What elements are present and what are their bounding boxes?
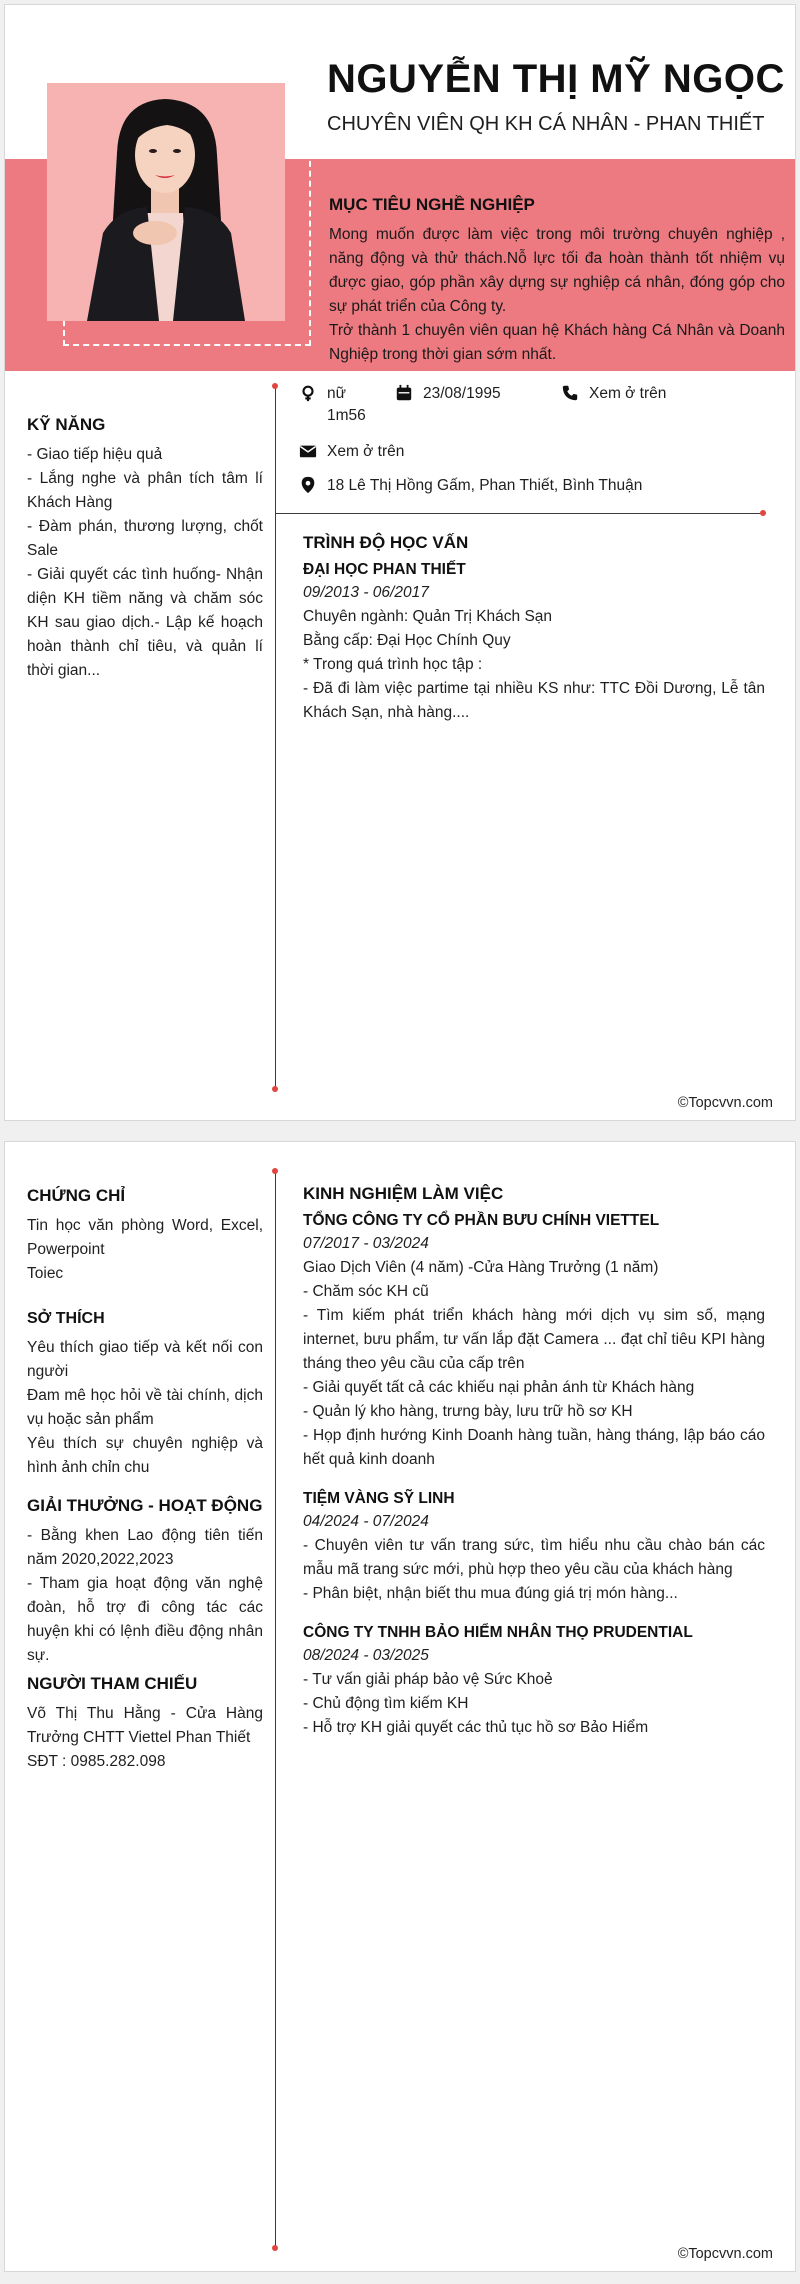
hobbies-title: SỞ THÍCH: [27, 1310, 105, 1327]
skills-title: KỸ NĂNG: [27, 415, 106, 434]
job-line: - Chuyên viên tư vấn trang sức, tìm hiểu nhu cầu chào bán các mẫu mã trang sức mới, phù hợp theo yêu cầu của khách hàng: [303, 1537, 765, 1578]
company-name: TIỆM VÀNG SỸ LINH: [303, 1490, 455, 1507]
job-line: - Chủ động tìm kiếm KH: [303, 1695, 469, 1712]
divider-dot-top: [272, 383, 278, 389]
email-info: [299, 441, 599, 463]
job-period: 04/2024 - 07/2024: [303, 1513, 429, 1530]
footer-watermark: ©Topcvvn.com: [677, 1095, 773, 1111]
phone-value: Xem ở trên: [589, 385, 667, 402]
awards-section: [27, 1496, 263, 1668]
award-item: - Bằng khen Lao động tiên tiến năm 2020,2022,2023: [27, 1527, 263, 1568]
awards-title: GIẢI THƯỞNG - HOẠT ĐỘNG: [27, 1496, 263, 1515]
skill-item: - Giao tiếp hiệu quả: [27, 446, 163, 463]
job-line: - Tư vấn giải pháp bảo vệ Sức Khoẻ: [303, 1671, 553, 1688]
cv-page-2: [4, 1141, 796, 2272]
education-line: Bằng cấp: Đại Học Chính Quy: [303, 632, 511, 649]
education-line: * Trong quá trình học tập :: [303, 656, 483, 673]
job-period: 07/2017 - 03/2024: [303, 1235, 429, 1252]
email-icon: [299, 442, 317, 460]
skill-item: - Giải quyết các tình huống- Nhận diện KH tiềm năng và chăm sóc KH sau giao dịch.- Lập kế hoạch hoàn thành chỉ tiêu, và quản lí thời gian...: [27, 566, 263, 679]
award-item: - Tham gia hoạt động văn nghệ đoàn, hỗ trợ đi công tác các huyện khi có lệnh điều động nhân sự.: [27, 1575, 263, 1664]
job-line: - Giải quyết tất cả các khiếu nại phản ánh từ Khách hàng: [303, 1379, 695, 1396]
job-entry: [303, 1212, 765, 1472]
job-line: - Tìm kiếm phát triển khách hàng mới dịch vụ sim số, mạng internet, bưu phẩm, tư vấn lắp đặt Camera ... đạt chỉ tiêu KPI hàng tháng theo yêu cầu của cấp trên: [303, 1307, 765, 1372]
education-line: Chuyên ngành: Quản Trị Khách Sạn: [303, 608, 553, 625]
job-line: - Họp định hướng Kinh Doanh hàng tuần, hàng tháng, lập báo cáo hết quả kinh doanh: [303, 1427, 765, 1468]
candidate-position: CHUYÊN VIÊN QH KH CÁ NHÂN - PHAN THIẾT: [327, 113, 765, 135]
job-line: - Hỗ trợ KH giải quyết các thủ tục hồ sơ Bảo Hiểm: [303, 1719, 649, 1736]
hobbies-section: [27, 1310, 263, 1480]
certificates-section: [27, 1186, 263, 1286]
certificate-item: Tin học văn phòng Word, Excel, Powerpoint: [27, 1217, 263, 1258]
objective-goal: Trở thành 1 chuyên viên quan hệ Khách hàng Cá Nhân và Doanh Nghiệp trong thời gian sớm nhất.: [329, 322, 785, 363]
job-period: 08/2024 - 03/2025: [303, 1647, 429, 1664]
job-line: - Phân biệt, nhận biết thu mua đúng giá trị món hàng...: [303, 1585, 678, 1602]
dob-info: [395, 383, 545, 405]
job-line: - Quản lý kho hàng, trưng bày, lưu trữ hồ sơ KH: [303, 1403, 633, 1420]
education-line: - Đã đi làm việc partime tại nhiều KS như: TTC Đồi Dương, Lễ tân Khách Sạn, nhà hàng....: [303, 680, 765, 721]
phone-icon: [561, 384, 579, 402]
reference-item: Võ Thị Thu Hằng - Cửa Hàng Trưởng CHTT Viettel Phan Thiết: [27, 1705, 263, 1746]
experience-section: [303, 1184, 765, 1758]
job-line: Giao Dịch Viên (4 năm) -Cửa Hàng Trưởng (1 năm): [303, 1259, 659, 1276]
job-line: - Chăm sóc KH cũ: [303, 1283, 429, 1300]
skills-section: [27, 415, 263, 683]
divider-dot-right: [760, 510, 766, 516]
skill-item: - Đàm phán, thương lượng, chốt Sale: [27, 518, 263, 559]
address-info: [299, 475, 739, 497]
divider-dot-bottom: [272, 2245, 278, 2251]
hobby-item: Đam mê học hỏi về tài chính, dịch vụ hoặc sản phẩm: [27, 1387, 263, 1428]
company-name: CÔNG TY TNHH BẢO HIỂM NHÂN THỌ PRUDENTIAL: [303, 1624, 693, 1641]
divider-dot-top: [272, 1168, 278, 1174]
gender-value: nữ: [327, 385, 346, 402]
cv-page-1: [4, 4, 796, 1121]
education-title: TRÌNH ĐỘ HỌC VẤN: [303, 533, 469, 552]
school-name: ĐẠI HỌC PHAN THIẾT: [303, 561, 466, 578]
vertical-divider: [275, 385, 276, 1089]
certificate-item: Toiec: [27, 1265, 64, 1282]
experience-title: KINH NGHIỆM LÀM VIỆC: [303, 1184, 504, 1203]
job-entry: [303, 1624, 765, 1740]
hobby-item: Yêu thích giao tiếp và kết nối con người: [27, 1339, 263, 1380]
location-icon: [299, 476, 317, 494]
footer-watermark: ©Topcvvn.com: [677, 2246, 773, 2262]
dob-value: 23/08/1995: [423, 385, 501, 402]
gender-info: [299, 383, 379, 427]
divider-dot-bottom: [272, 1086, 278, 1092]
company-name: TỔNG CÔNG TY CỔ PHẦN BƯU CHÍNH VIETTEL: [303, 1212, 660, 1229]
gender-icon: [299, 384, 317, 402]
education-section: [303, 533, 765, 725]
hobby-item: Yêu thích sự chuyên nghiệp và hình ảnh chỉn chu: [27, 1435, 263, 1476]
vertical-divider: [275, 1170, 276, 2248]
objective-title: MỤC TIÊU NGHỀ NGHIỆP: [329, 195, 535, 214]
objective-text: Mong muốn được làm việc trong môi trường chuyên nghiệp , năng động và thử thách.Nỗ lực tối đa hoàn thành tốt nhiệm vụ được giao, góp phần xây dựng sự nghiệp cá nhân, đóng góp cho sự phát triển của Công ty.: [329, 226, 785, 315]
candidate-name: NGUYỄN THỊ MỸ NGỌC: [327, 57, 785, 101]
references-title: NGƯỜI THAM CHIẾU: [27, 1674, 198, 1693]
references-section: [27, 1674, 263, 1774]
horizontal-divider: [275, 513, 763, 514]
height-value: 1m56: [327, 407, 366, 424]
email-value: Xem ở trên: [327, 443, 405, 460]
reference-item: SĐT : 0985.282.098: [27, 1753, 166, 1770]
profile-photo: [47, 83, 285, 321]
career-objective: [329, 195, 785, 367]
education-period: 09/2013 - 06/2017: [303, 584, 429, 601]
phone-info: [561, 383, 721, 405]
calendar-icon: [395, 384, 413, 402]
certificates-title: CHỨNG CHỈ: [27, 1186, 126, 1205]
skill-item: - Lắng nghe và phân tích tâm lí Khách Hàng: [27, 470, 263, 511]
address-value: 18 Lê Thị Hồng Gấm, Phan Thiết, Bình Thuận: [327, 477, 643, 494]
job-entry: [303, 1490, 765, 1606]
